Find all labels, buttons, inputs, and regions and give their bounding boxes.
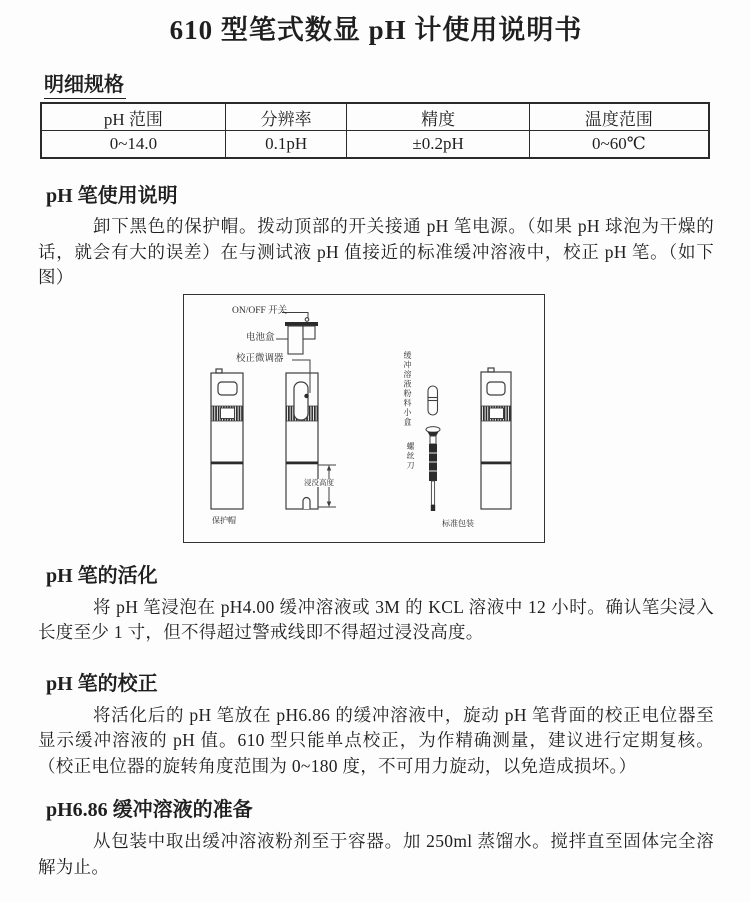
buffer-prep-paragraph: 从包装中取出缓冲溶液粉剂至于容器。加 250ml 蒸馏水。搅拌直至固体完全溶解为止。 bbox=[38, 831, 714, 877]
bottom-notch bbox=[303, 497, 310, 509]
specs-header-resolution: 分辨率 bbox=[225, 103, 347, 131]
section-heading-buffer-prep: pH6.86 缓冲溶液的准备 bbox=[46, 799, 253, 821]
ph-pen-packaged bbox=[481, 368, 511, 509]
specs-value-row bbox=[41, 131, 709, 159]
on-off-switch-label: ON/OFF 开关 bbox=[232, 305, 288, 316]
specs-header-row bbox=[41, 103, 709, 131]
protective-cap-label: 保护帽 bbox=[212, 515, 236, 525]
battery-box-diagram bbox=[285, 317, 318, 353]
ph-pen-with-cap bbox=[211, 369, 243, 509]
ph-pen-open bbox=[286, 373, 318, 509]
calibration-paragraph: 将活化后的 pH 笔放在 pH6.86 的缓冲溶液中，旋动 pH 笔背面的校正电位器至显示缓冲溶液的 pH 值。610 型只能单点校正，为作精确测量，建议进行定期复核。（校正电位器的旋转角度范围为 0~180 度，不可用力旋动，以免造成损坏。） bbox=[38, 704, 714, 776]
manual-page bbox=[0, 12, 750, 880]
usage-paragraph: 卸下黑色的保护帽。拨动顶部的开关接通 pH 笔电源。（如果 pH 球泡为干燥的话，就会有大的误差）在与测试液 pH 值接近的标准缓冲溶液中，校正 pH 笔。（如下图） bbox=[38, 216, 714, 287]
immersion-height-label: 浸没高度 bbox=[304, 477, 334, 487]
screwdriver-drawing bbox=[426, 426, 440, 510]
specs-value-accuracy: ±0.2pH bbox=[347, 131, 529, 159]
specs-table bbox=[40, 102, 710, 159]
specs-value-ph-range: 0~14.0 bbox=[41, 131, 225, 159]
section-heading-usage: pH 笔使用说明 bbox=[46, 185, 178, 207]
ph-pen-diagram bbox=[183, 294, 545, 543]
section-heading-calibration: pH 笔的校正 bbox=[46, 672, 158, 695]
doc-title: 610 型笔式数显 pH 计使用说明书 bbox=[169, 15, 583, 45]
specs-value-resolution: 0.1pH bbox=[225, 131, 347, 159]
buffer-powder-box-label: 缓冲溶液粉料小盒 bbox=[403, 350, 412, 427]
buffer-powder-capsule bbox=[428, 386, 438, 415]
calibration-trimmer-dot bbox=[304, 393, 308, 397]
specs-header-temp-range: 温度范围 bbox=[529, 103, 709, 131]
specs-value-temp-range: 0~60℃ bbox=[529, 131, 709, 159]
diagram-linework bbox=[184, 295, 544, 542]
specs-heading-text: 明细规格 bbox=[44, 74, 126, 99]
specs-header-ph-range: pH 范围 bbox=[41, 103, 225, 131]
activation-paragraph: 将 pH 笔浸泡在 pH4.00 缓冲溶液或 3M 的 KCL 溶液中 12 小时。确认笔尖浸入长度至少 1 寸，但不得超过警戒线即不得超过浸没高度。 bbox=[38, 596, 714, 642]
section-heading-specs bbox=[44, 74, 714, 99]
screwdriver-label: 螺丝刀 bbox=[406, 441, 415, 470]
specs-header-accuracy: 精度 bbox=[347, 103, 529, 131]
battery-box-label: 电池盒 bbox=[246, 333, 275, 343]
section-heading-activation: pH 笔的活化 bbox=[46, 564, 158, 587]
calibration-trimmer-label: 校正微调器 bbox=[236, 354, 284, 364]
standard-package-label: 标准包装 bbox=[442, 518, 474, 528]
